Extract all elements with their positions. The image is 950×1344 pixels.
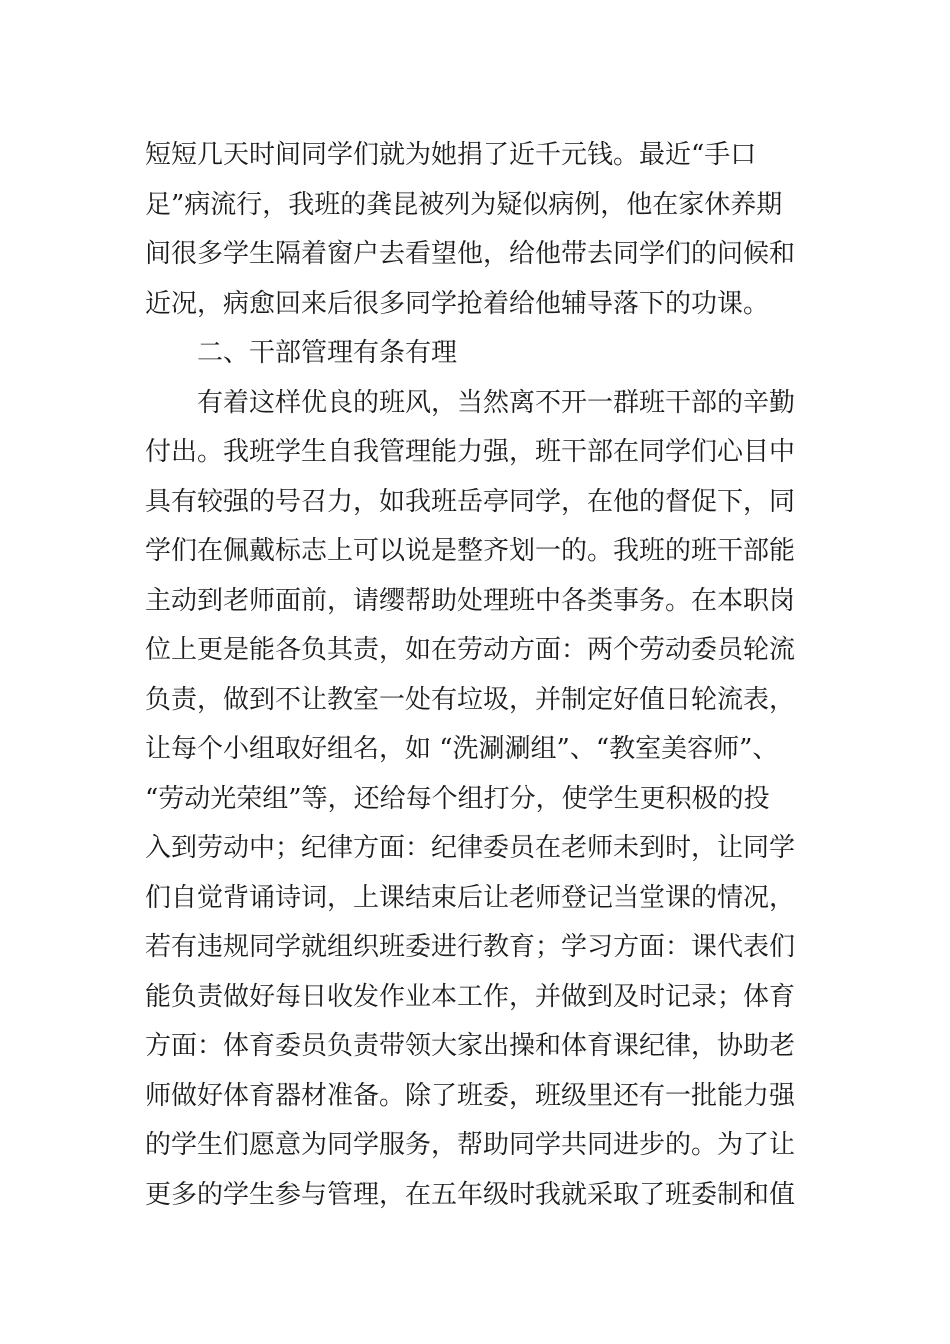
text-line: 方面：体育委员负责带领大家出操和体育课纪律，协助老 (145, 1031, 796, 1061)
body-text (145, 131, 825, 1220)
text-line: 短短几天时间同学们就为她捐了近千元钱。最近“手口 (145, 140, 757, 170)
text-line: 间很多学生隔着窗户去看望他，给他带去同学们的问候和 (145, 239, 796, 269)
text-line: 负责，做到不让教室一处有垃圾，并制定好值日轮流表， (145, 684, 796, 715)
text-line: 具有较强的号召力，如我班岳亭同学，在他的督促下，同 (145, 486, 796, 517)
section-heading: 二、干部管理有条有理 (197, 338, 458, 368)
text-line: 主动到老师面前，请缨帮助处理班中各类事务。在本职岗 (145, 585, 796, 616)
text-line: 学们在佩戴标志上可以说是整齐划一的。我班的班干部能 (145, 536, 796, 566)
text-line: 师做好体育器材准备。除了班委，班级里还有一批能力强 (145, 1080, 796, 1111)
text-line: 近况，病愈回来后很多同学抢着给他辅导落下的功课。 (145, 288, 770, 319)
text-line: 们自觉背诵诗词，上课结束后让老师登记当堂课的情况， (145, 882, 796, 913)
text-line: 的学生们愿意为同学服务，帮助同学共同进步的。为了让 (145, 1130, 796, 1160)
text-line: “劳动光荣组”等，还给每个组打分，使学生更积极的投 (145, 783, 770, 814)
text-line: 若有违规同学就组织班委进行教育；学习方面：课代表们 (145, 932, 796, 962)
text-line: 足”病流行，我班的龚昆被列为疑似病例，他在家休养期 (145, 189, 783, 220)
text-line: 有着这样优良的班风，当然离不开一群班干部的辛勤 (197, 387, 796, 418)
text-line: 让每个小组取好组名，如 “洗涮涮组”、“教室美容师”、 (145, 734, 779, 764)
text-line: 能负责做好每日收发作业本工作，并做到及时记录；体育 (145, 981, 796, 1012)
text-line: 付出。我班学生自我管理能力强，班干部在同学们心目中 (145, 437, 796, 467)
text-line: 入到劳动中；纪律方面：纪律委员在老师未到时，让同学 (145, 833, 796, 863)
text-line: 更多的学生参与管理，在五年级时我就采取了班委制和值 (145, 1179, 796, 1210)
text-line: 位上更是能各负其责，如在劳动方面：两个劳动委员轮流 (145, 635, 796, 665)
